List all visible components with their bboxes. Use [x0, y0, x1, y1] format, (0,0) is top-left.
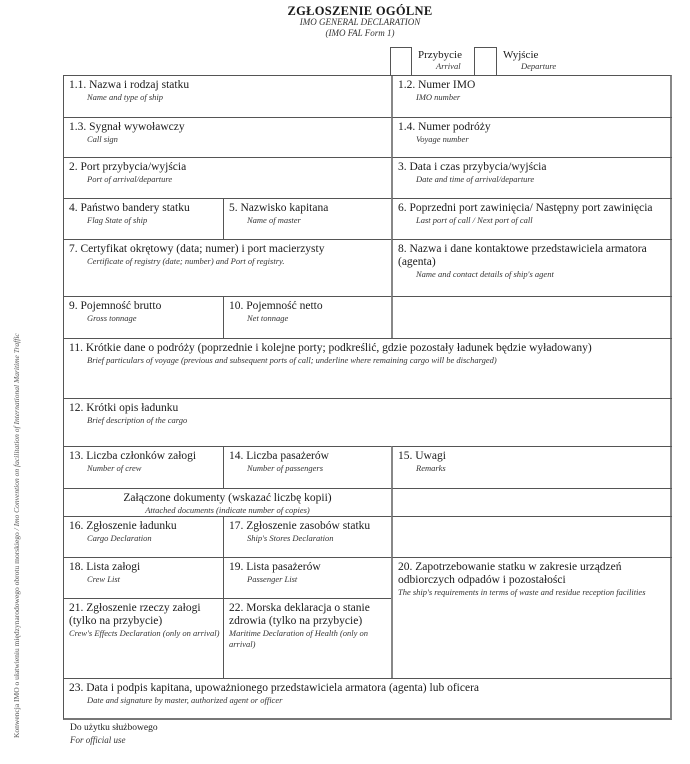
field-label-en: Brief description of the cargo [87, 415, 188, 425]
field-label: 9. Pojemność brutto [69, 300, 162, 312]
departure-label [503, 49, 556, 72]
field-13-number-of-crew[interactable] [64, 446, 223, 488]
field-label-en: Name and type of ship [87, 92, 164, 102]
field-label: 19. Lista pasażerów [229, 561, 321, 573]
field-label-en: Name of master [247, 215, 301, 225]
field-6-ports-of-call[interactable] [391, 198, 672, 239]
departure-checkbox[interactable] [474, 47, 497, 75]
field-label-en: Call sign [87, 134, 118, 144]
field-label: 1.4. Numer podróży [398, 121, 491, 133]
field-12-cargo-description[interactable] [64, 398, 672, 446]
field-label: 4. Państwo bandery statku [69, 202, 190, 214]
field-1-3-call-sign[interactable] [64, 117, 391, 157]
field-label-en: Brief particulars of voyage (previous and subsequent ports of call; underline where remaining cargo will be discharged) [87, 355, 497, 365]
field-11-voyage-particulars[interactable] [64, 338, 672, 398]
field-17-ship-stores-declaration[interactable] [223, 516, 391, 557]
field-7-certificate-of-registry[interactable] [64, 239, 391, 296]
convention-side-note [12, 333, 21, 738]
field-1-2-imo-number[interactable] [391, 76, 672, 117]
field-label-en: Port of arrival/departure [87, 174, 173, 184]
field-15-remarks[interactable] [391, 446, 672, 488]
attached-documents-heading [64, 488, 391, 516]
field-label-en: Cargo Declaration [87, 533, 152, 543]
field-5-master-name[interactable] [223, 198, 391, 239]
general-declaration-form [63, 75, 672, 720]
field-9-gross-tonnage[interactable] [64, 296, 223, 338]
field-label-en: Maritime Declaration of Health (only on arrival) [229, 628, 369, 649]
field-label-en: Flag State of ship [87, 215, 148, 225]
official-use-label-en: For official use [70, 735, 126, 745]
field-label: 6. Poprzedni port zawinięcia/ Następny port zawinięcia [398, 202, 653, 214]
field-label-en: IMO number [416, 92, 461, 102]
field-label-en: Last port of call / Next port of call [416, 215, 533, 225]
attached-documents-label-en: Attached documents (indicate number of copies) [145, 505, 310, 515]
side-note-en: / Imo Convention on facilitation of International Maritime Traffic [12, 333, 21, 531]
field-22-maritime-health-declaration[interactable] [223, 598, 391, 678]
form-subtitle: IMO GENERAL DECLARATION [299, 17, 421, 27]
field-2-port[interactable] [64, 157, 391, 198]
arrival-label-en: Arrival [436, 61, 461, 71]
field-label-en: Date and signature by master, authorized agent or officer [87, 695, 283, 705]
form-reference: (IMO FAL Form 1) [325, 28, 395, 38]
field-label-en: Voyage number [416, 134, 469, 144]
field-label: 3. Data i czas przybycia/wyjścia [398, 161, 547, 173]
field-1-4-voyage-number[interactable] [391, 117, 672, 157]
field-20-waste-reception-requirements[interactable] [391, 557, 672, 678]
departure-label-en: Departure [521, 61, 557, 71]
field-16-cargo-declaration[interactable] [64, 516, 223, 557]
arrival-label [418, 49, 462, 72]
field-label: 21. Zgłoszenie rzeczy załogi (tylko na przybycie) [69, 602, 201, 627]
field-label: 10. Pojemność netto [229, 300, 323, 312]
field-21-crew-effects-declaration[interactable] [64, 598, 223, 678]
field-3-date-time[interactable] [391, 157, 672, 198]
field-label: 11. Krótkie dane o podróży (poprzednie i kolejne porty; podkreślić, gdzie pozostały ładunek będzie wyładowany) [69, 342, 592, 354]
field-label-en: Passenger List [247, 574, 298, 584]
field-empty-right-2 [391, 516, 672, 557]
arrival-label-pl: Przybycie [418, 49, 462, 61]
field-label-en: Ship's Stores Declaration [247, 533, 334, 543]
field-label-en: Crew's Effects Declaration (only on arrival) [69, 628, 220, 638]
field-10-net-tonnage[interactable] [223, 296, 391, 338]
field-label-en: Crew List [87, 574, 120, 584]
field-label-en: Remarks [416, 463, 446, 473]
attached-documents-label: Załączone dokumenty (wskazać liczbę kopii) [123, 492, 332, 504]
field-label: 2. Port przybycia/wyjścia [69, 161, 187, 173]
field-18-crew-list[interactable] [64, 557, 223, 598]
field-label: 17. Zgłoszenie zasobów statku [229, 520, 371, 532]
field-label-en: Number of crew [87, 463, 142, 473]
field-label: 7. Certyfikat okrętowy (data; numer) i port macierzysty [69, 243, 325, 255]
departure-label-pl: Wyjście [503, 49, 539, 61]
field-14-number-of-passengers[interactable] [223, 446, 391, 488]
field-label: 18. Lista załogi [69, 561, 141, 573]
official-use-label: Do użytku służbowego [70, 723, 158, 733]
field-label: 23. Data i podpis kapitana, upoważnionego przedstawiciela armatora (agenta) lub oficera [69, 682, 479, 694]
field-label: 1.1. Nazwa i rodzaj statku [69, 79, 190, 91]
field-23-signature[interactable] [64, 678, 672, 720]
field-label-en: Certificate of registry (date; number) and Port of registry. [87, 256, 285, 266]
remarks-continued [391, 488, 672, 516]
field-8-agent-details[interactable] [391, 239, 672, 296]
side-note-pl: Konwencja IMO o ułatwieniu międzynarodowego obrotu morskiego [12, 532, 21, 738]
field-label-en: Net tonnage [247, 313, 289, 323]
field-label: 8. Nazwa i dane kontaktowe przedstawiciela armatora (agenta) [398, 243, 647, 268]
field-label-en: Name and contact details of ship's agent [416, 269, 554, 279]
field-label: 1.3. Sygnał wywoławczy [69, 121, 185, 133]
field-4-flag-state[interactable] [64, 198, 223, 239]
field-label: 14. Liczba pasażerów [229, 450, 329, 462]
field-empty-right [391, 296, 672, 338]
field-19-passenger-list[interactable] [223, 557, 391, 598]
field-1-1-ship-name[interactable] [64, 76, 391, 117]
field-label-en: Gross tonnage [87, 313, 137, 323]
field-label-en: The ship's requirements in terms of waste and residue reception facilities [398, 587, 646, 597]
field-label: 22. Morska deklaracja o stanie zdrowia (tylko na przybycie) [229, 602, 370, 627]
field-label: 13. Liczba członków załogi [69, 450, 197, 462]
field-label: 1.2. Numer IMO [398, 79, 476, 91]
field-label: 5. Nazwisko kapitana [229, 202, 329, 214]
field-label-en: Date and time of arrival/departure [416, 174, 535, 184]
field-label: 12. Krótki opis ładunku [69, 402, 179, 414]
field-label: 15. Uwagi [398, 450, 446, 462]
field-label: 16. Zgłoszenie ładunku [69, 520, 177, 532]
field-label-en: Number of passengers [247, 463, 324, 473]
form-title: ZGŁOSZENIE OGÓLNE [287, 4, 433, 18]
field-label: 20. Zapotrzebowanie statku w zakresie urządzeń odbiorczych odpadów i pozostałości [398, 561, 622, 586]
arrival-checkbox[interactable] [390, 47, 412, 75]
